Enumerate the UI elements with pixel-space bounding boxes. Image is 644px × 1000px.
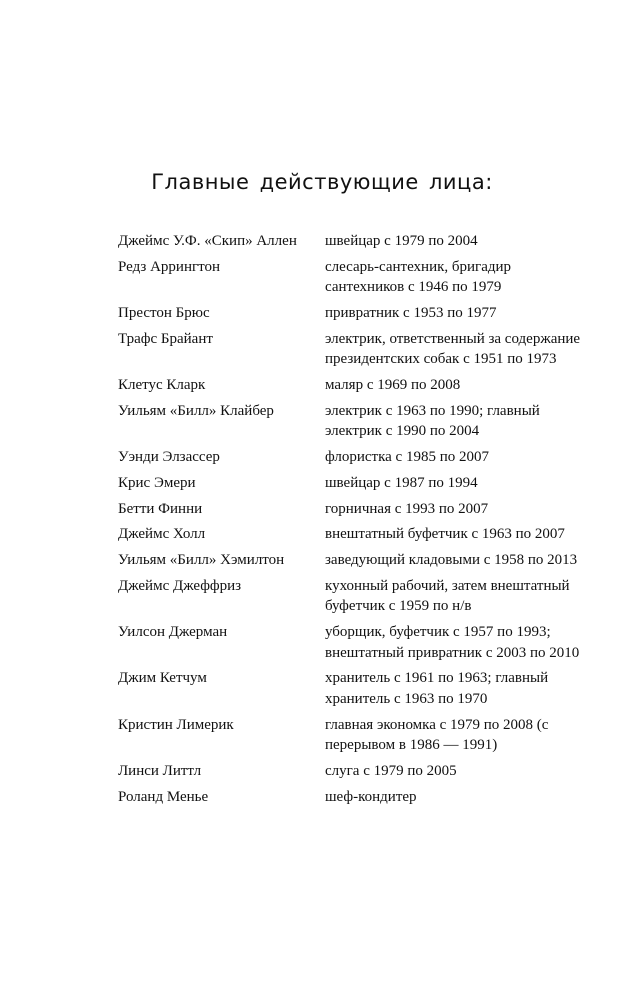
cast-name: Уэнди Элзассер [118, 449, 220, 465]
cast-role: электрик, ответственный за содержание президентских собак с 1951 по 1973 [325, 330, 581, 368]
cast-role: швейцар с 1979 по 2004 [325, 233, 478, 249]
cast-name: Джеймс У.Ф. «Скип» Аллен [118, 233, 297, 249]
cast-role: швейцар с 1987 по 1994 [325, 474, 478, 491]
cast-row [118, 715, 588, 756]
cast-row [118, 303, 588, 323]
cast-name: Кристин Лимерик [118, 716, 234, 733]
cast-role: главная экономка с 1979 по 2008 (с перерывом в 1986 — 1991) [325, 716, 549, 753]
cast-role: слесарь-сантехник, бригадир сантехников с 1946 по 1979 [325, 258, 512, 296]
cast-row [118, 257, 588, 298]
cast-row [118, 499, 588, 519]
cast-role: хранитель с 1961 по 1963; главный хранитель с 1963 по 1970 [325, 670, 549, 707]
cast-role: электрик с 1963 по 1990; главный электрик с 1990 по 2004 [325, 402, 540, 440]
cast-name: Редз Аррингтон [118, 258, 221, 275]
cast-role: шеф-кондитер [325, 788, 417, 805]
cast-role: внештатный буфетчик с 1963 по 2007 [325, 526, 565, 543]
cast-name: Бетти Финни [118, 500, 203, 517]
cast-name: Клетус Кларк [118, 377, 206, 393]
cast-role: кухонный рабочий, затем внештатный буфетчик с 1959 по н/в [325, 577, 570, 615]
cast-row [118, 668, 588, 709]
cast-role: маляр с 1969 по 2008 [325, 377, 461, 393]
cast-row [118, 576, 588, 617]
cast-row [118, 787, 588, 807]
cast-row [118, 622, 588, 663]
cast-role: флористка с 1985 по 2007 [325, 449, 489, 465]
cast-name: Джеймс Холл [118, 526, 206, 543]
cast-name: Джеймс Джеффриз [118, 577, 242, 594]
cast-name: Крис Эмери [118, 474, 196, 491]
cast-row [118, 473, 588, 493]
cast-row [118, 231, 588, 251]
cast-name: Уилсон Джерман [118, 624, 228, 641]
cast-role: заведующий кладовыми с 1958 по 2013 [325, 552, 578, 569]
cast-row [118, 761, 588, 781]
cast-row [118, 401, 588, 442]
cast-role: слуга с 1979 по 2005 [325, 762, 457, 779]
cast-role: уборщик, буфетчик с 1957 по 1993; внештатный привратник с 2003 по 2010 [325, 624, 580, 661]
cast-row [118, 524, 588, 544]
cast-list [118, 231, 588, 812]
cast-name: Джим Кетчум [118, 670, 207, 687]
cast-name: Уильям «Билл» Хэмилтон [118, 552, 285, 569]
cast-row [118, 447, 588, 467]
cast-name: Линси Литтл [118, 762, 202, 779]
cast-name: Трафс Брайант [118, 330, 213, 347]
cast-name: Престон Брюс [118, 305, 210, 321]
cast-name: Роланд Менье [118, 788, 209, 805]
cast-row [118, 329, 588, 370]
cast-role: привратник с 1953 по 1977 [325, 305, 497, 321]
cast-role: горничная с 1993 по 2007 [325, 500, 489, 517]
cast-row [118, 375, 588, 395]
cast-name: Уильям «Билл» Клайбер [118, 402, 274, 419]
cast-row [118, 550, 588, 570]
page-title: Главные действующие лица: [151, 170, 493, 194]
